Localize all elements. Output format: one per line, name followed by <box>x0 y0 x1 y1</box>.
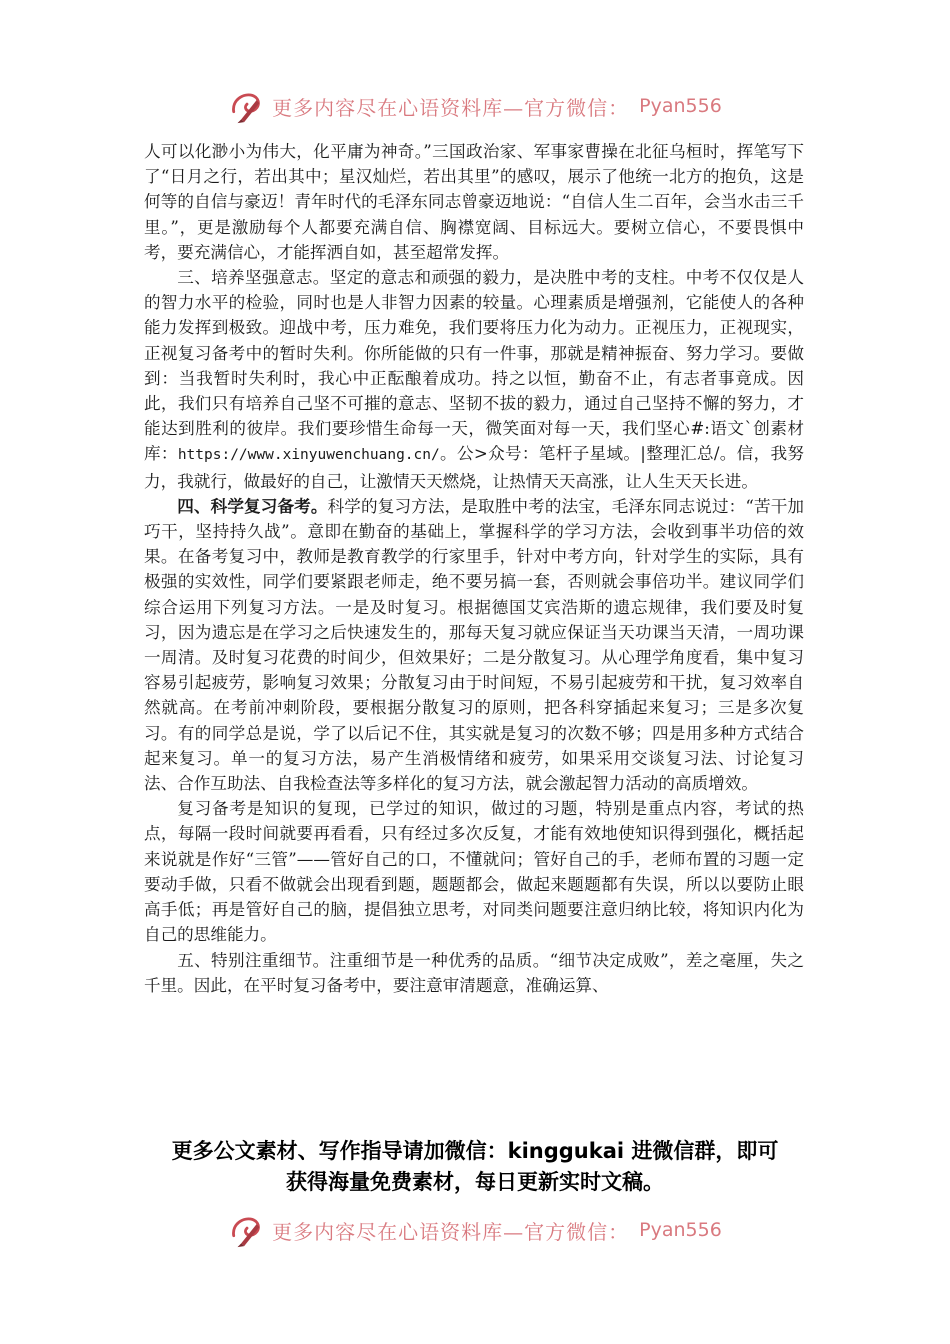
paragraph-text: 科学的复习方法，是取胜中考的法宝，毛泽东同志说过：“苦干加巧干，坚持持久战”。意即在勤奋的基础上，掌握科学的学习方法，会收到事半功倍的效果。在备考复习中，教师是教育教学的行家里手，针对中考方向，针对学生的实际，具有极强的实效性，同学们要紧跟老师走，绝不要另搞一套，否则就会事倍功半。建议同学们综合运用下列复习方法。一是及时复习。根据德国艾宾浩斯的遗忘规律，我们要及时复习，因为遗忘是在学习之后快速发生的，那每天复习就应保证当天功课当天清，一周功课一周清。及时复习花费的时间少，但效果好；二是分散复习。从心理学角度看，集中复习容易引起疲劳，影响复习效果；分散复习由于时间短，不易引起疲劳和干扰，复习效率自然就高。在考前冲刺阶段，要根据分散复习的原则，把各科穿插起来复习；三是多次复习。有的同学总是说，学了以后记不住，其实就是复习的次数不够；四是用多种方式结合起来复习。单一的复习方法，易产生消极情绪和疲劳，如果采用交谈复习法、讨论复习法、合作互助法、自我检查法等多样化的复习方法，就会激起智力活动的高质增效。 <box>144 496 804 794</box>
banner-wechat-id: Pyan556 <box>639 95 722 117</box>
paragraph-text-continued: 。公>众号：笔杆子星域。|整理汇总/。信，我努力，我就行，做最好的自己，让激情天天燃烧，让热情天天高涨，让人生天天长进。 <box>144 444 804 491</box>
pen-nib-swirl-icon <box>228 1211 266 1249</box>
document-body <box>144 139 804 998</box>
promo-line-1: 更多公文素材、写作指导请加微信：kinggukai 进微信群，即可 <box>171 1139 779 1163</box>
paragraph-text: 人可以化渺小为伟大，化平庸为神奇。”三国政治家、军事家曹操在北征乌桓时，挥笔写下了“日月之行，若出其中；星汉灿烂，若出其里”的感叹，展示了他统一北方的抱负，这是何等的自信与豪迈！青年时代的毛泽东同志曾豪迈地说：“自信人生二百年，会当水击三千里。”，更是激励每个人都要充满自信、胸襟宽阔、目标远大。要树立信心，不要畏惧中考，要充满信心，才能挥洒自如，甚至超常发挥。 <box>144 142 804 262</box>
website-link-text: https://www.xinyuwenchuang.cn/ <box>177 447 440 464</box>
paragraph-3 <box>144 494 804 796</box>
paragraph-text: 复习备考是知识的复现，已学过的知识，做过的习题，特别是重点内容，考试的热点，每隔一段时间就要再看看，只有经过多次反复，才能有效地使知识得到强化，概括起来说就是作好“三管”——管好自己的口，不懂就问；管好自己的手，老师布置的习题一定要动手做，只看不做就会出现看到题，题题都会，做起来题题都有失误，所以以要防止眼高手低；再是管好自己的脑，提倡独立思考，对同类问题要注意归纳比较，将知识内化为自己的思维能力。 <box>144 799 804 945</box>
paragraph-1 <box>144 139 804 265</box>
pen-nib-swirl-icon <box>228 87 266 125</box>
paragraph-2 <box>144 265 804 494</box>
paragraph-text: 五、特别注重细节。注重细节是一种优秀的品质。“细节决定成败”，差之毫厘，失之千里。因此，在平时复习备考中，要注意审清题意，准确运算、 <box>144 950 804 995</box>
banner-text: 更多内容尽在心语资料库—官方微信： <box>272 1219 630 1244</box>
header-watermark-banner <box>0 84 950 128</box>
section-heading: 四、科学复习备考。 <box>177 495 328 516</box>
promo-call-to-action <box>120 1136 830 1198</box>
promo-line-2: 获得海量免费素材，每日更新实时文稿。 <box>286 1170 664 1194</box>
paragraph-5 <box>144 948 804 998</box>
paragraph-text: 三、培养坚强意志。坚定的意志和顽强的毅力，是决胜中考的支柱。中考不仅仅是人的智力水平的检验，同时也是人非智力因素的较量。心理素质是增强剂，它能使人的各种能力发挥到极致。迎战中考，压力难免，我们要将压力化为动力。正视压力，正视现实，正视复习备考中的暂时失利。你所能做的只有一件事，那就是精神振奋、努力学习。要做到：当我暂时失利时，我心中正酝酿着成功。持之以恒，勤奋不止，有志者事竟成。因此，我们只有培养自己坚不可摧的意志、坚韧不拔的毅力，通过自己坚持不懈的努力，才能达到胜利的彼岸。我们要珍惜生命每一天，微笑面对每一天，我们坚心#:语文`创素材库： <box>144 268 804 464</box>
paragraph-4 <box>144 796 804 947</box>
footer-watermark-banner <box>0 1208 950 1252</box>
banner-text: 更多内容尽在心语资料库—官方微信： <box>272 95 630 120</box>
banner-wechat-id: Pyan556 <box>639 1219 722 1241</box>
